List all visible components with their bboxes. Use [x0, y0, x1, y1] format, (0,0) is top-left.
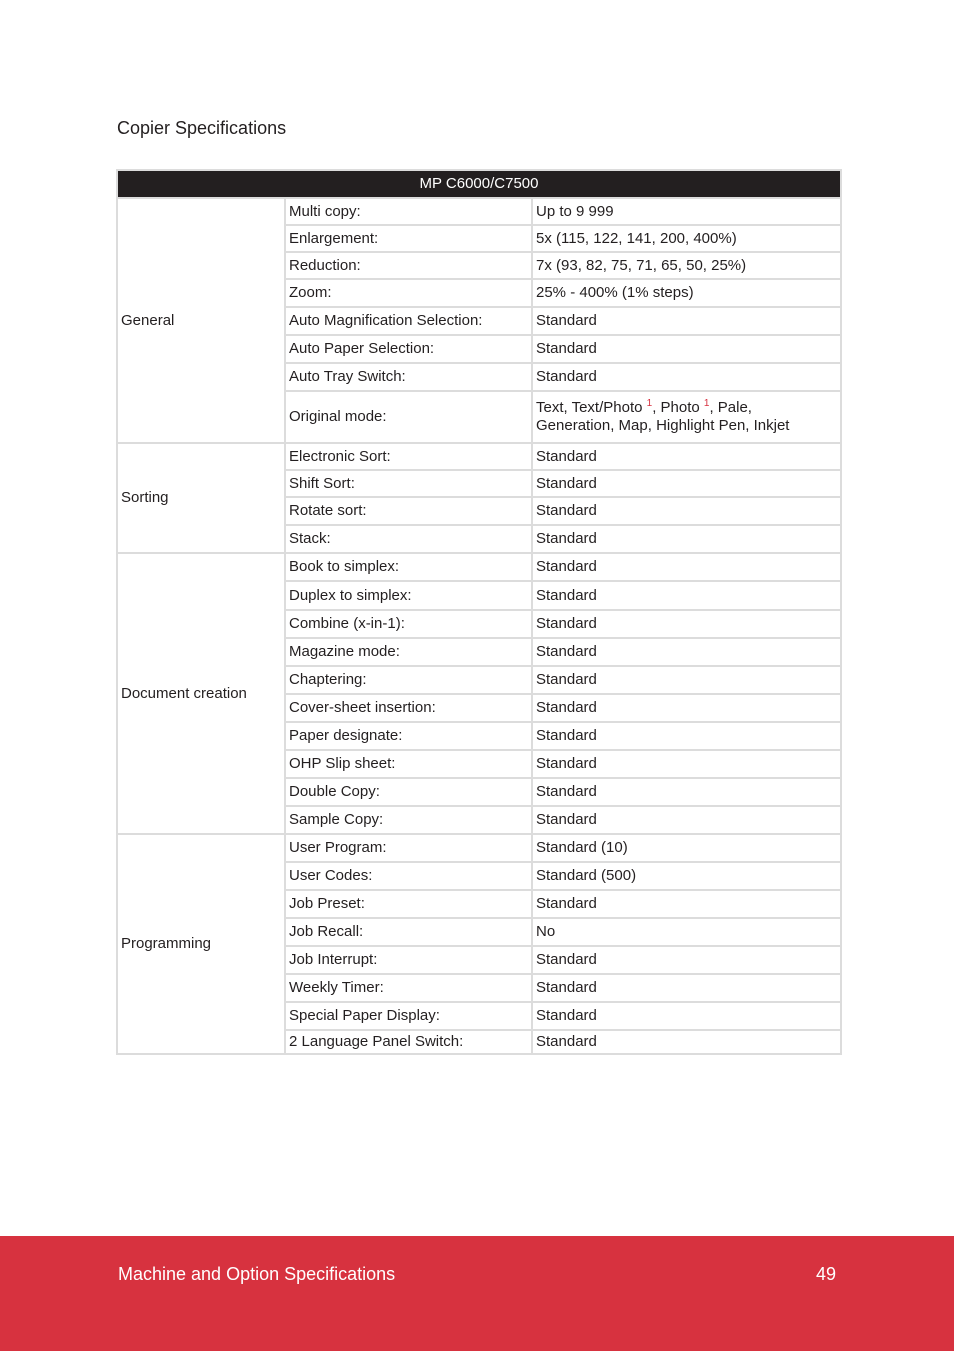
table-row	[118, 444, 840, 469]
spec-label: Job Recall:	[286, 919, 531, 945]
category-sorting: Sorting	[118, 444, 284, 552]
spec-value: Standard	[533, 554, 840, 580]
spec-value: Standard	[533, 1031, 840, 1053]
spec-value: Standard	[533, 498, 840, 524]
spec-value: Standard	[533, 582, 840, 609]
table-header: MP C6000/C7500	[118, 171, 840, 197]
page-number: 49	[815, 1264, 836, 1284]
spec-label: Stack:	[286, 526, 531, 552]
spec-value: Standard	[533, 639, 840, 665]
spec-label: Magazine mode:	[286, 639, 531, 665]
spec-label: Sample Copy:	[286, 807, 531, 833]
spec-value: 5x (115, 122, 141, 200, 400%)	[533, 226, 840, 251]
spec-label: Auto Paper Selection:	[286, 336, 531, 362]
spec-label: Enlargement:	[286, 226, 531, 251]
value-text: Generation, Map, Highlight Pen, Inkjet	[536, 417, 790, 434]
spec-label: Electronic Sort:	[286, 444, 531, 469]
spec-label: Auto Magnification Selection:	[286, 308, 531, 334]
spec-value: Standard	[533, 611, 840, 637]
spec-value: 7x (93, 82, 75, 71, 65, 50, 25%)	[533, 253, 840, 278]
spec-value: 25% - 400% (1% steps)	[533, 280, 840, 306]
spec-label: 2 Language Panel Switch:	[286, 1031, 531, 1053]
spec-value: No	[533, 919, 840, 945]
spec-value: Standard	[533, 723, 840, 749]
spec-label: OHP Slip sheet:	[286, 751, 531, 777]
category-general: General	[118, 199, 284, 442]
spec-label: User Program:	[286, 835, 531, 861]
spec-label: Original mode:	[286, 392, 531, 442]
spec-value: Standard	[533, 526, 840, 552]
spec-label: Duplex to simplex:	[286, 582, 531, 609]
spec-label: Auto Tray Switch:	[286, 364, 531, 390]
footnote-marker: 1	[646, 398, 653, 409]
spec-value: Standard	[533, 891, 840, 917]
spec-value: Standard	[533, 751, 840, 777]
spec-label: Double Copy:	[286, 779, 531, 805]
value-text: , Pale,	[709, 399, 752, 416]
spec-value: Standard	[533, 471, 840, 496]
spec-label: Book to simplex:	[286, 554, 531, 580]
spec-label: Shift Sort:	[286, 471, 531, 496]
category-document-creation: Document creation	[118, 554, 284, 833]
spec-label: Zoom:	[286, 280, 531, 306]
spec-value: Standard	[533, 695, 840, 721]
footer-bar	[0, 1236, 954, 1351]
spec-value: Standard	[533, 947, 840, 973]
value-text: Text, Text/Photo	[536, 399, 647, 416]
spec-value: Standard	[533, 667, 840, 693]
spec-label: Weekly Timer:	[286, 975, 531, 1001]
table-header-row	[118, 171, 840, 197]
spec-label: Multi copy:	[286, 199, 531, 224]
spec-value-original-mode	[533, 392, 840, 442]
spec-label: Reduction:	[286, 253, 531, 278]
spec-label: Chaptering:	[286, 667, 531, 693]
spec-value: Up to 9 999	[533, 199, 840, 224]
spec-value: Standard	[533, 807, 840, 833]
page-title: Copier Specifications	[117, 118, 287, 138]
spec-value: Standard	[533, 308, 840, 334]
spec-value: Standard	[533, 1003, 840, 1029]
spec-label: User Codes:	[286, 863, 531, 889]
table-row	[118, 199, 840, 224]
table-row	[118, 554, 840, 580]
spec-value: Standard	[533, 336, 840, 362]
spec-label: Cover-sheet insertion:	[286, 695, 531, 721]
footer-title: Machine and Option Specifications	[118, 1264, 396, 1284]
table-row	[118, 835, 840, 861]
category-programming: Programming	[118, 835, 284, 1053]
spec-label: Job Interrupt:	[286, 947, 531, 973]
spec-label: Special Paper Display:	[286, 1003, 531, 1029]
spec-value: Standard	[533, 975, 840, 1001]
spec-table	[116, 169, 842, 1055]
spec-value: Standard (500)	[533, 863, 840, 889]
spec-label: Job Preset:	[286, 891, 531, 917]
spec-label: Combine (x-in-1):	[286, 611, 531, 637]
spec-label: Paper designate:	[286, 723, 531, 749]
spec-value: Standard (10)	[533, 835, 840, 861]
spec-label: Rotate sort:	[286, 498, 531, 524]
spec-value: Standard	[533, 779, 840, 805]
footnote-marker: 1	[703, 398, 710, 409]
value-text: , Photo	[652, 399, 704, 416]
spec-value: Standard	[533, 444, 840, 469]
spec-value: Standard	[533, 364, 840, 390]
